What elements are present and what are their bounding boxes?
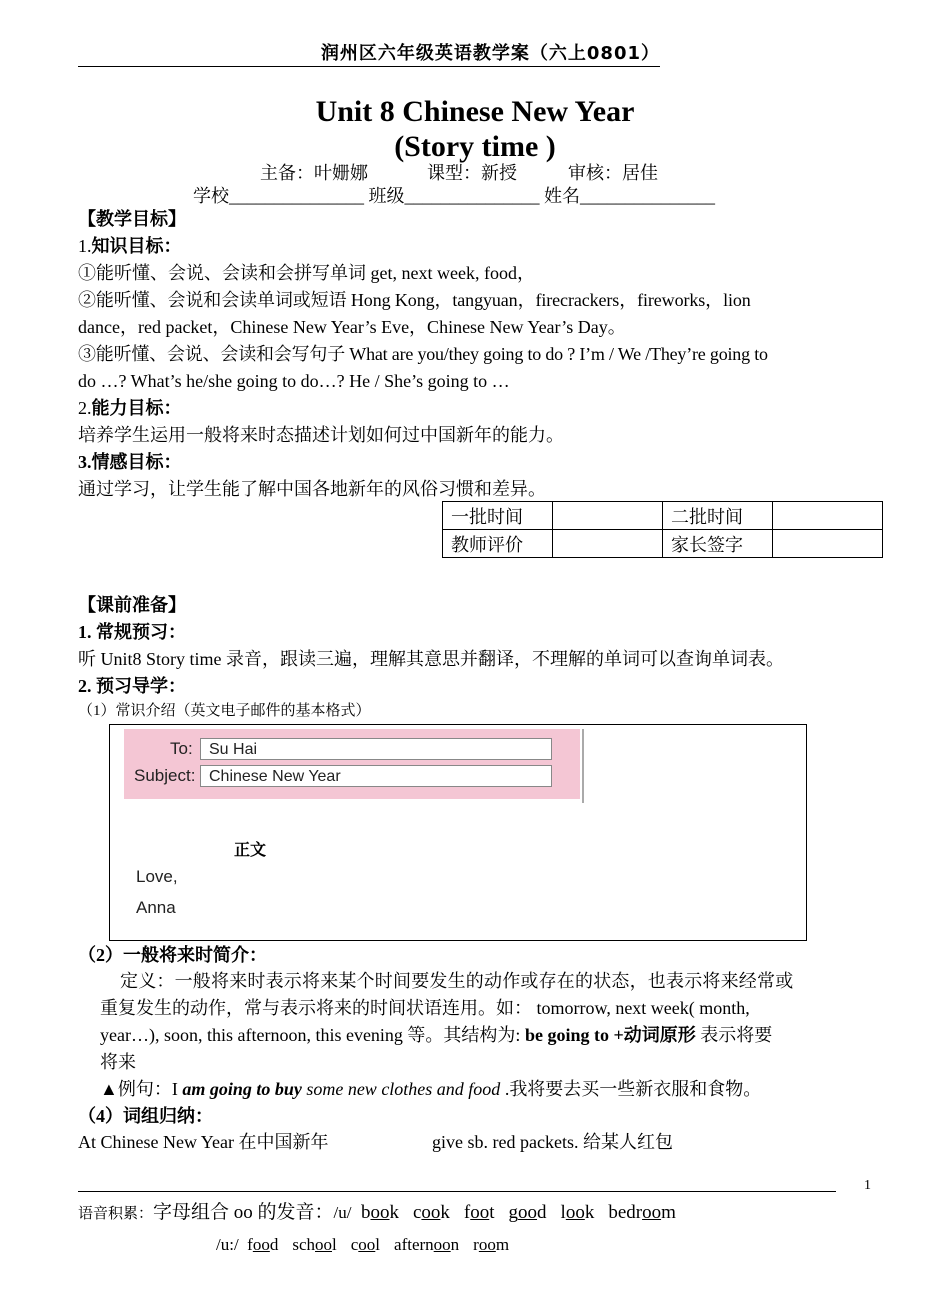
phrase-1: At Chinese New Year 在中国新年	[78, 1132, 329, 1152]
phonics-line-2	[216, 1233, 523, 1257]
phonics-line-1	[78, 1200, 690, 1227]
subject-field[interactable]: Chinese New Year	[200, 765, 552, 787]
ability-heading	[78, 395, 878, 422]
second-review-cell[interactable]	[773, 502, 883, 530]
meta-type: 课型：新授	[427, 163, 517, 183]
long-oo-words	[247, 1235, 523, 1254]
future-def-1: 定义：一般将来时表示将来某个时间要发生的动作或存在的状态，也表示将来经常或	[120, 971, 794, 991]
email-body-label: 正文	[234, 840, 267, 859]
ability-text: 培养学生运用一般将来时态描述计划如何过中国新年的能力。	[78, 425, 564, 445]
first-review-cell[interactable]	[553, 502, 663, 530]
future-def-3a: year…), soon, this afternoon, this evening 等。其结构为:	[100, 1025, 525, 1045]
footer-divider	[78, 1191, 836, 1192]
parent-sign-label: 家长签字	[663, 530, 773, 558]
document-subtitle: (Story time )	[394, 130, 556, 163]
knowledge-item-3b: do …? What’s he/she going to do…? He / She’s going to …	[78, 371, 510, 391]
name-label: 姓名	[544, 186, 580, 206]
phonics-word: good	[508, 1202, 547, 1223]
phrases-heading: （4）词组归纳：	[78, 1106, 213, 1126]
prep-item-2: 2. 预习导学：	[78, 676, 186, 696]
prep-item-2-1: （1）常识介绍（英文电子邮件的基本格式）	[78, 703, 371, 719]
knowledge-item-2b: dance，red packet，Chinese New Year’s Eve，Chinese New Year’s Day。	[78, 317, 626, 337]
teacher-eval-label: 教师评价	[443, 530, 553, 558]
prep-heading: 【课前准备】	[78, 595, 186, 615]
page-number: 1	[864, 1178, 871, 1193]
future-example	[100, 1076, 872, 1103]
prep-item-1-text: 听 Unit8 Story time 录音，跟读三遍，理解其意思并翻译，不理解的单词可以查询单词表。	[78, 649, 784, 669]
phonics-word: book	[360, 1202, 399, 1223]
to-field[interactable]: Su Hai	[200, 738, 552, 760]
ability-label: 能力目标：	[91, 398, 182, 418]
phonics-word: cook	[412, 1202, 450, 1223]
phonics-word: afternoon	[394, 1235, 460, 1254]
phonics-intro: 字母组合 oo 的发音：	[153, 1202, 334, 1223]
phonics-word: room	[473, 1235, 510, 1254]
school-blank[interactable]: _______________	[229, 186, 364, 206]
ability-num: 2.	[78, 398, 92, 418]
meta-prepared: 主备：叶姗娜	[260, 163, 368, 183]
future-def-2: 重复发生的动作，常与表示将来的时间状语连用。如： tomorrow, next week( month,	[100, 998, 750, 1018]
first-review-label: 一批时间	[443, 502, 553, 530]
meta-review: 审核：居佳	[568, 163, 658, 183]
table-row	[443, 530, 883, 558]
phonics-label: 语音积累：	[78, 1206, 154, 1222]
second-review-label: 二批时间	[663, 502, 773, 530]
document-title: Unit 8 Chinese New Year	[315, 95, 635, 128]
divider	[582, 729, 584, 803]
school-label: 学校	[193, 186, 229, 206]
example-prefix: ▲例句：I	[100, 1079, 183, 1099]
future-def-3	[100, 1022, 872, 1049]
class-blank[interactable]: _______________	[404, 186, 540, 206]
class-label: 班级	[368, 186, 405, 206]
teacher-eval-cell[interactable]	[553, 530, 663, 558]
email-signature: Anna	[136, 898, 176, 917]
short-oo-symbol: /u/	[333, 1203, 352, 1222]
email-format-box	[109, 724, 807, 941]
phonics-word: foot	[463, 1202, 495, 1223]
phonics-word: bedroom	[608, 1202, 676, 1223]
table-row	[443, 502, 883, 530]
knowledge-num: 1.	[78, 236, 92, 256]
subject-label: Subject:	[134, 766, 196, 785]
name-blank[interactable]: _______________	[580, 186, 715, 206]
future-def-3c: 表示将要	[695, 1025, 773, 1045]
header-text: 润州区六年级英语教学案（六上0801）	[320, 43, 660, 64]
to-label: To:	[170, 739, 193, 758]
knowledge-item-3a: ③能听懂、会说、会读和会写句子 What are you/they going to do ? I’m / We /They’re going to	[78, 344, 768, 364]
future-def-4: 将来	[100, 1052, 136, 1072]
knowledge-heading	[78, 233, 878, 260]
example-translation: .我将要去买一些新衣服和食物。	[500, 1079, 762, 1099]
future-structure: be going to +动词原形	[524, 1025, 696, 1045]
student-fields	[193, 184, 715, 208]
goals-heading: 【教学目标】	[78, 209, 186, 229]
prep-item-1: 1. 常规预习：	[78, 622, 186, 642]
phrase-2: give sb. red packets. 给某人红包	[432, 1132, 673, 1152]
parent-sign-cell[interactable]	[773, 530, 883, 558]
phonics-word: food	[247, 1235, 279, 1254]
email-closing: Love,	[136, 867, 178, 886]
future-heading: （2）一般将来时简介：	[78, 945, 267, 965]
short-oo-words	[361, 1202, 690, 1223]
example-verb: am going to buy	[182, 1079, 302, 1099]
phonics-word: cool	[350, 1235, 381, 1254]
emotion-heading: 3.情感目标：	[78, 452, 182, 472]
phonics-word: school	[292, 1235, 337, 1254]
knowledge-item-2a: ②能听懂、会说和会读单词或短语 Hong Kong，tangyuan，firecrackers，fireworks，lion	[78, 290, 751, 310]
page-header	[78, 42, 660, 67]
phonics-word: look	[560, 1202, 595, 1223]
knowledge-item-1: ①能听懂、会说、会读和会拼写单词 get, next week, food，	[78, 263, 535, 283]
emotion-text: 通过学习，让学生能了解中国各地新年的风俗习惯和差异。	[78, 479, 546, 499]
example-object: some new clothes and food	[301, 1079, 501, 1099]
evaluation-table	[442, 501, 883, 558]
author-meta	[260, 161, 658, 185]
knowledge-label: 知识目标：	[91, 236, 182, 256]
long-oo-symbol: /u:/	[216, 1235, 239, 1254]
